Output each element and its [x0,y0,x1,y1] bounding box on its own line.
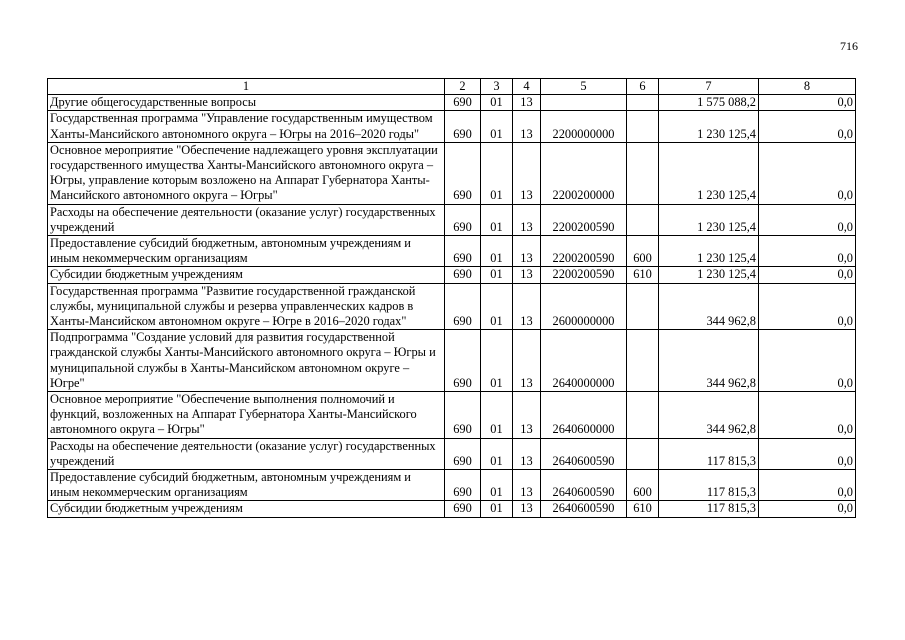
cell-chapter: 690 [445,204,481,235]
cell-subsection: 13 [513,95,541,111]
cell-target-article: 2600000000 [541,283,627,330]
cell-section: 01 [481,283,513,330]
cell-expense-type [627,438,659,469]
cell-subsection: 13 [513,142,541,204]
cell-amount: 344 962,8 [659,283,759,330]
cell-target-article: 2200200590 [541,204,627,235]
cell-section: 01 [481,470,513,501]
cell-subsection: 13 [513,236,541,267]
page-number: 716 [840,39,858,53]
cell-amount: 1 230 125,4 [659,204,759,235]
cell-amount: 344 962,8 [659,330,759,392]
cell-chapter: 690 [445,267,481,283]
column-header: 4 [513,79,541,95]
row-name: Другие общегосударственные вопросы [48,95,445,111]
cell-subsection: 13 [513,330,541,392]
table-row [48,95,856,111]
cell-subsection: 13 [513,501,541,517]
table-row [48,470,856,501]
row-name: Основное мероприятие "Обеспечение выполнения полномочий и функций, возложенных на Аппарат Губернатора Ханты-Мансийского автономного округа – Югры" [48,392,445,439]
cell-amount-2: 0,0 [759,392,856,439]
cell-target-article: 2640000000 [541,330,627,392]
cell-chapter: 690 [445,392,481,439]
row-name: Предоставление субсидий бюджетным, автономным учреждениям и иным некоммерческим организациям [48,470,445,501]
cell-amount: 344 962,8 [659,392,759,439]
column-header: 3 [481,79,513,95]
cell-expense-type: 600 [627,470,659,501]
table-row [48,330,856,392]
row-name: Субсидии бюджетным учреждениям [48,501,445,517]
cell-section: 01 [481,392,513,439]
column-header: 2 [445,79,481,95]
row-name: Расходы на обеспечение деятельности (оказание услуг) государственных учреждений [48,204,445,235]
row-name: Расходы на обеспечение деятельности (оказание услуг) государственных учреждений [48,438,445,469]
cell-expense-type: 610 [627,267,659,283]
table-row [48,236,856,267]
header-row [48,79,856,95]
cell-chapter: 690 [445,111,481,142]
row-name: Государственная программа "Управление государственным имуществом Ханты-Мансийского автономного округа – Югры на 2016–2020 годы" [48,111,445,142]
cell-target-article: 2640600590 [541,438,627,469]
cell-amount-2: 0,0 [759,236,856,267]
cell-subsection: 13 [513,111,541,142]
column-header: 5 [541,79,627,95]
cell-expense-type [627,330,659,392]
cell-section: 01 [481,267,513,283]
cell-amount-2: 0,0 [759,111,856,142]
cell-amount: 1 230 125,4 [659,142,759,204]
cell-expense-type [627,142,659,204]
cell-subsection: 13 [513,470,541,501]
cell-subsection: 13 [513,438,541,469]
cell-amount-2: 0,0 [759,267,856,283]
cell-subsection: 13 [513,267,541,283]
column-header: 7 [659,79,759,95]
row-name: Подпрограмма "Создание условий для развития государственной гражданской службы Ханты-Мансийского автономного округа – Югры и муниципальной службы в Ханты-Мансийском автономном округе – Югре" [48,330,445,392]
row-name: Субсидии бюджетным учреждениям [48,267,445,283]
cell-section: 01 [481,501,513,517]
cell-chapter: 690 [445,95,481,111]
cell-expense-type [627,204,659,235]
cell-chapter: 690 [445,470,481,501]
table-row [48,501,856,517]
cell-target-article: 2200200000 [541,142,627,204]
cell-target-article: 2640600000 [541,392,627,439]
cell-section: 01 [481,111,513,142]
row-name: Предоставление субсидий бюджетным, автономным учреждениям и иным некоммерческим организациям [48,236,445,267]
cell-section: 01 [481,236,513,267]
cell-expense-type [627,95,659,111]
cell-target-article: 2200200590 [541,236,627,267]
table-row [48,392,856,439]
cell-subsection: 13 [513,204,541,235]
cell-expense-type [627,392,659,439]
cell-chapter: 690 [445,236,481,267]
cell-expense-type [627,283,659,330]
cell-amount-2: 0,0 [759,438,856,469]
table-row [48,111,856,142]
table-body [48,95,856,517]
column-header: 8 [759,79,856,95]
cell-section: 01 [481,95,513,111]
cell-amount-2: 0,0 [759,142,856,204]
cell-chapter: 690 [445,330,481,392]
cell-section: 01 [481,204,513,235]
column-header: 6 [627,79,659,95]
cell-section: 01 [481,330,513,392]
cell-expense-type [627,111,659,142]
cell-target-article [541,95,627,111]
cell-chapter: 690 [445,438,481,469]
cell-amount: 1 575 088,2 [659,95,759,111]
cell-amount-2: 0,0 [759,470,856,501]
table-row [48,142,856,204]
cell-amount-2: 0,0 [759,330,856,392]
cell-amount: 1 230 125,4 [659,267,759,283]
cell-amount-2: 0,0 [759,283,856,330]
cell-expense-type: 600 [627,236,659,267]
cell-amount-2: 0,0 [759,204,856,235]
cell-target-article: 2640600590 [541,501,627,517]
table-row [48,283,856,330]
cell-amount: 117 815,3 [659,501,759,517]
table-row [48,267,856,283]
column-header: 1 [48,79,445,95]
cell-amount: 117 815,3 [659,470,759,501]
cell-target-article: 2200200590 [541,267,627,283]
cell-target-article: 2200000000 [541,111,627,142]
row-name: Государственная программа "Развитие государственной гражданской службы, муниципальной службы и резерва управленческих кадров в Ханты-Мансийском автономном округе – Югре в 2016–2020 годах" [48,283,445,330]
cell-section: 01 [481,438,513,469]
cell-amount-2: 0,0 [759,501,856,517]
table-row [48,204,856,235]
cell-subsection: 13 [513,283,541,330]
table-row [48,438,856,469]
cell-section: 01 [481,142,513,204]
cell-amount-2: 0,0 [759,95,856,111]
cell-amount: 1 230 125,4 [659,236,759,267]
cell-chapter: 690 [445,142,481,204]
cell-expense-type: 610 [627,501,659,517]
cell-chapter: 690 [445,501,481,517]
cell-amount: 117 815,3 [659,438,759,469]
row-name: Основное мероприятие "Обеспечение надлежащего уровня эксплуатации государственного имущества Ханты-Мансийского автономного округа – Югры, управление которым возложено на Аппарат Губернатора Ханты-Мансийского автономного округа – Югры" [48,142,445,204]
cell-target-article: 2640600590 [541,470,627,501]
cell-amount: 1 230 125,4 [659,111,759,142]
cell-subsection: 13 [513,392,541,439]
budget-table [47,78,856,518]
cell-chapter: 690 [445,283,481,330]
